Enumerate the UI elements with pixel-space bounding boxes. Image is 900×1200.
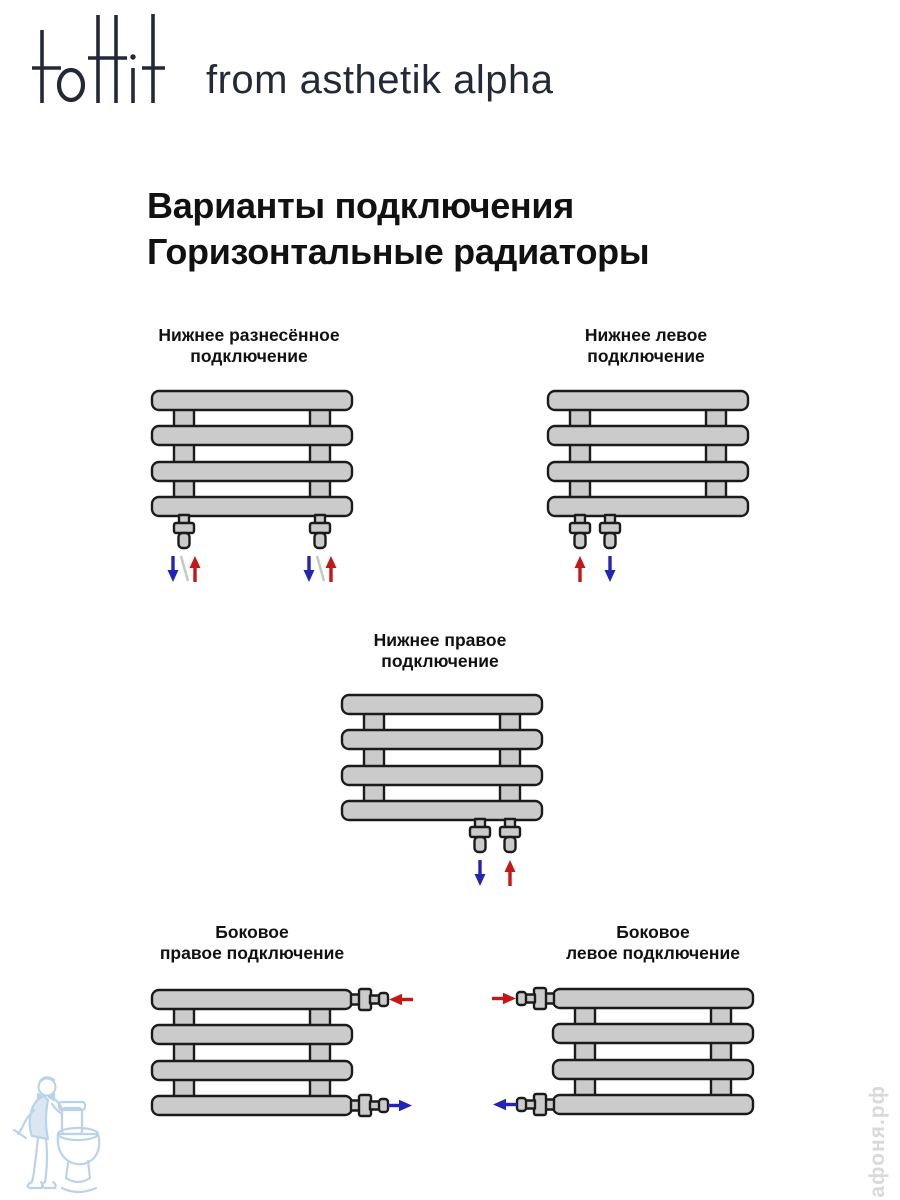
radiator-post — [706, 397, 726, 509]
radiator-bar — [152, 1096, 352, 1115]
valve-fitting — [570, 515, 590, 548]
label-line: подключение — [190, 346, 308, 366]
page-title-line2: Горизонтальные радиаторы — [147, 231, 650, 272]
return-arrow-icon — [304, 556, 315, 582]
radiator-bar — [342, 801, 542, 820]
radiator-illustration-side-right — [132, 980, 472, 1130]
page-title — [147, 183, 649, 275]
radiator-post — [570, 397, 590, 509]
radiator-post — [310, 996, 330, 1108]
radiator-bar — [548, 391, 748, 410]
radiator-bar — [152, 990, 352, 1009]
supply-arrow-icon — [492, 993, 516, 1004]
supply-arrow-icon — [326, 556, 337, 582]
radiator-bar — [553, 1024, 753, 1043]
radiator-bar — [342, 730, 542, 749]
supply-arrow-icon — [575, 556, 586, 582]
radiator-post — [500, 701, 520, 813]
radiator-bar — [342, 695, 542, 714]
valve-fitting — [351, 1095, 388, 1116]
radiator-bar — [152, 1025, 352, 1044]
valve-fitting — [517, 1094, 554, 1115]
valve-fitting — [470, 819, 490, 852]
brand-tagline: from asthetik alpha — [206, 58, 554, 102]
supply-arrow-icon — [505, 860, 516, 886]
return-arrow-icon — [168, 556, 179, 582]
plumber-watermark — [10, 1070, 120, 1198]
tottit-logo — [28, 10, 208, 110]
diagram-label-bottom-spread — [119, 325, 379, 367]
radiator-bar — [548, 497, 748, 516]
label-line: подключение — [381, 651, 499, 671]
label-line: правое подключение — [159, 943, 345, 963]
radiator-bar — [553, 1060, 753, 1079]
radiator-illustration-bottom-spread — [122, 381, 382, 586]
radiator-bar — [152, 391, 352, 410]
label-line: Боковое — [215, 922, 289, 942]
valve-fitting — [174, 515, 194, 548]
radiator-bar — [152, 462, 352, 481]
return-arrow-icon — [605, 556, 616, 582]
valve-fitting — [310, 515, 330, 548]
label-line: подключение — [587, 346, 705, 366]
page-title-line1: Варианты подключения — [147, 185, 574, 226]
label-line: Боковое — [616, 922, 690, 942]
radiator-post — [310, 397, 330, 509]
return-arrow-icon — [388, 1100, 412, 1111]
supply-arrow-icon — [389, 994, 413, 1005]
radiator-illustration-bottom-left — [518, 381, 778, 586]
label-line: Нижнее разнесённое — [158, 325, 340, 345]
supply-arrow-icon — [190, 556, 201, 582]
radiator-bar — [152, 1061, 352, 1080]
return-arrow-icon — [493, 1099, 517, 1110]
label-line: Нижнее левое — [584, 325, 708, 345]
label-line: левое подключение — [566, 943, 740, 963]
radiator-bar — [152, 497, 352, 516]
diagram-label-bottom-left — [516, 325, 776, 367]
radiator-bar — [548, 426, 748, 445]
reversible-slash — [317, 556, 324, 581]
diagram-label-side-right — [122, 922, 382, 964]
radiator-post — [364, 701, 384, 813]
radiator-bar — [548, 462, 748, 481]
return-arrow-icon — [475, 860, 486, 886]
diagram-label-side-left — [523, 922, 783, 964]
radiator-post — [174, 397, 194, 509]
valve-fitting — [517, 988, 554, 1009]
radiator-illustration-side-left — [433, 979, 773, 1129]
diagram-label-bottom-right — [310, 630, 570, 672]
radiator-bar — [342, 766, 542, 785]
radiator-post — [711, 995, 731, 1107]
label-line: Нижнее правое — [373, 630, 507, 650]
radiator-post — [174, 996, 194, 1108]
valve-fitting — [351, 989, 388, 1010]
site-watermark: афоня.рф — [866, 1085, 889, 1198]
valve-fitting — [500, 819, 520, 852]
valve-fitting — [600, 515, 620, 548]
radiator-bar — [152, 426, 352, 445]
radiator-bar — [553, 1095, 753, 1114]
radiator-bar — [553, 989, 753, 1008]
reversible-slash — [181, 556, 188, 581]
radiator-post — [575, 995, 595, 1107]
radiator-illustration-bottom-right — [312, 685, 572, 890]
